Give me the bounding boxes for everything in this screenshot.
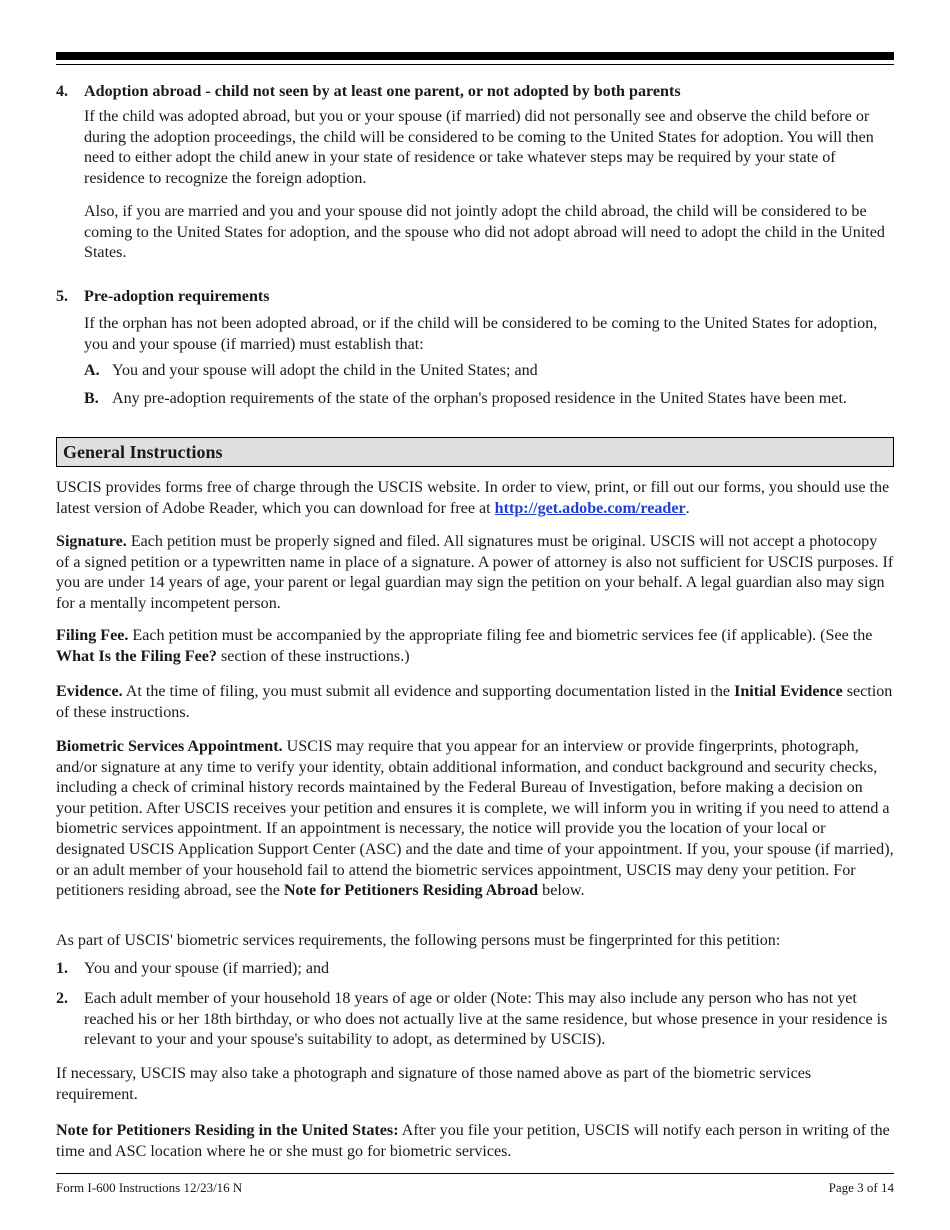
evidence-bold: Initial Evidence xyxy=(734,683,843,700)
item-1-number: 1. xyxy=(56,960,69,977)
section-5-number: 5. xyxy=(56,288,69,305)
biometric-text-2: below. xyxy=(538,882,585,900)
filing-fee-paragraph xyxy=(56,626,894,667)
signature-label: Signature. xyxy=(56,533,127,550)
photograph-paragraph: If necessary, USCIS may also take a photograph and signature of those named above as part of the biometric services requirement. xyxy=(56,1065,812,1103)
footer-form-id: Form I-600 Instructions 12/23/16 N xyxy=(56,1180,243,1195)
general-intro-paragraph xyxy=(56,478,894,519)
filing-fee-text-1: Each petition must be accompanied by the appropriate filing fee and biometric services fee (if applicable). (See the xyxy=(128,627,873,644)
adobe-reader-link[interactable]: http://get.adobe.com/reader xyxy=(494,499,686,517)
evidence-text-1: At the time of filing, you must submit all evidence and supporting documentation listed in the xyxy=(122,683,735,700)
general-instructions-header xyxy=(56,437,894,467)
item-2-number: 2. xyxy=(56,990,69,1007)
filing-fee-bold: What Is the Filing Fee? xyxy=(56,647,217,665)
top-rule-thick xyxy=(56,52,894,60)
intro-text: USCIS provides forms free of charge through the USCIS website. In order to view, print, or fill out our forms, you should use the latest version of Adobe Reader, which you can download for free at xyxy=(56,479,890,517)
us-petitioners-label: Note for Petitioners Residing in the United States: xyxy=(56,1122,399,1139)
biometric-label: Biometric Services Appointment. xyxy=(56,738,283,755)
signature-paragraph xyxy=(56,532,894,614)
item-b-text: Any pre-adoption requirements of the state of the orphan's proposed residence in the United States have been met. xyxy=(112,390,847,407)
evidence-text-2: section of these instructions. xyxy=(56,683,893,721)
biometric-paragraph xyxy=(56,737,894,902)
item-2-text: Each adult member of your household 18 years of age or older (Note: This may also include any person who has not yet reached his or her 18th birthday, or who does not actually live at the same residence, but whose presence in your residence is relevant to your and your spouse's suitability to adopt, as determined by USCIS). xyxy=(84,990,888,1049)
section-4-number: 4. xyxy=(56,83,69,100)
intro-period: . xyxy=(685,499,690,517)
item-1-text: You and your spouse (if married); and xyxy=(84,960,330,977)
section-4-paragraph-1: If the child was adopted abroad, but you or your spouse (if married) did not personally see and observe the child before or during the adoption proceedings, the child will be considered to be coming to the United States for adoption. You will then need to either adopt the child anew in your state of residence or take whatever steps may be required by your state of residence to recognize the foreign adoption. xyxy=(84,108,874,187)
filing-fee-text-2: section of these instructions.) xyxy=(216,647,410,665)
section-5-paragraph: If the orphan has not been adopted abroad, or if the child will be considered to be coming to the United States for adoption, you and your spouse (if married) must establish that: xyxy=(84,315,878,353)
item-a-text: You and your spouse will adopt the child in the United States; and xyxy=(112,362,538,379)
fingerprint-intro-paragraph: As part of USCIS' biometric services requirements, the following persons must be fingerprinted for this petition: xyxy=(56,932,781,949)
general-instructions-title: General Instructions xyxy=(63,442,223,462)
item-b-label: B. xyxy=(84,390,99,407)
footer-rule xyxy=(56,1173,894,1174)
footer-page-number: Page 3 of 14 xyxy=(828,1180,894,1195)
us-petitioners-paragraph xyxy=(56,1121,894,1162)
biometric-bold: Note for Petitioners Residing Abroad xyxy=(283,882,539,900)
section-4-paragraph-2: Also, if you are married and you and your spouse did not jointly adopt the child abroad, the child will be considered to be coming to the United States for adoption, and the spouse who did not adopt abroad will need to adopt the child in the United States. xyxy=(84,203,885,262)
biometric-text-1: USCIS may require that you appear for an interview or provide fingerprints, photograph, and/or signature at any time to verify your identity, obtain additional information, and conduct background and security checks, including a check of criminal history records maintained by the Federal Bureau of Investigation, before making a decision on your petition. After USCIS receives your petition and ensures it is complete, we will inform you in writing if you need to attend a biometric services appointment. If an appointment is necessary, the notice will provide you the location of your local or designated USCIS Application Support Center (ASC) and the date and time of your appointment. If you, your spouse (if married), or an adult member of your household fail to attend the biometric services appointment, USCIS may deny your petition. For petitioners residing abroad, see the xyxy=(56,738,894,900)
evidence-paragraph xyxy=(56,682,894,723)
us-petitioners-text: After you file your petition, USCIS will notify each person in writing of the time and ASC location where he or she must go for biometric services. xyxy=(56,1122,890,1160)
section-5-title: Pre-adoption requirements xyxy=(84,288,270,305)
item-a-label: A. xyxy=(84,362,100,379)
filing-fee-label: Filing Fee. xyxy=(56,627,129,644)
top-rule-thin xyxy=(56,64,894,65)
section-4-title: Adoption abroad - child not seen by at least one parent, or not adopted by both parents xyxy=(84,83,681,100)
signature-text: Each petition must be properly signed and filed. All signatures must be original. USCIS will not accept a photocopy of a signed petition or a typewritten name in place of a signature. A power of attorney is also not sufficient for USCIS purposes. If you are under 14 years of age, your parent or legal guardian may sign the petition on your behalf. A legal guardian also may sign for a mentally incompetent person. xyxy=(56,533,894,612)
evidence-label: Evidence. xyxy=(56,683,123,700)
